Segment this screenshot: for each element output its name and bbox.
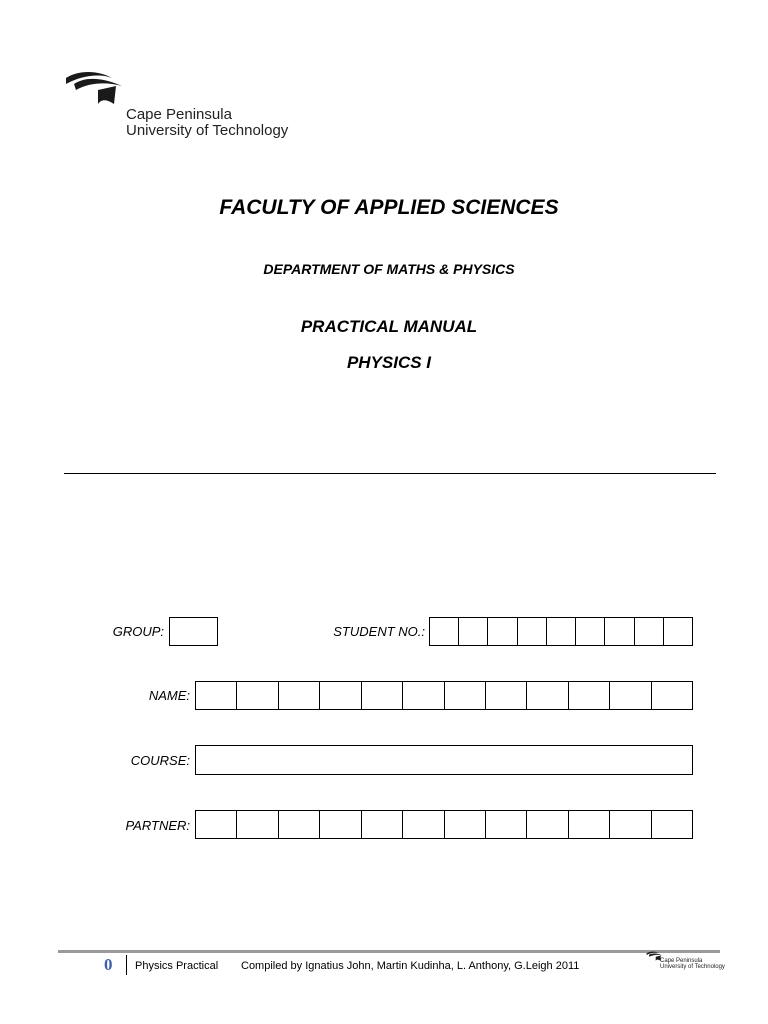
name-cell[interactable] (319, 682, 360, 709)
partner-cell[interactable] (319, 811, 360, 838)
partner-cell[interactable] (568, 811, 609, 838)
name-cell[interactable] (361, 682, 402, 709)
footer-divider (126, 955, 127, 975)
page-number: 0 (104, 955, 113, 974)
group-field[interactable] (169, 617, 218, 646)
student-no-cell[interactable] (575, 618, 604, 645)
name-field[interactable] (195, 681, 693, 710)
department-heading: DEPARTMENT OF MATHS & PHYSICS (263, 261, 515, 277)
partner-cell[interactable] (278, 811, 319, 838)
student-no-cell[interactable] (430, 618, 458, 645)
footer-logo (645, 951, 725, 977)
name-label: NAME: (148, 688, 190, 703)
name-cell[interactable] (485, 682, 526, 709)
partner-cell[interactable] (444, 811, 485, 838)
name-cell[interactable] (278, 682, 319, 709)
name-cell[interactable] (526, 682, 567, 709)
student-no-cell[interactable] (517, 618, 546, 645)
footer-credits: Compiled by Ignatius John, Martin Kudinha, L. Anthony, G.Leigh 2011 (241, 960, 580, 972)
student-no-cell[interactable] (458, 618, 487, 645)
name-cell[interactable] (402, 682, 443, 709)
footer-rule (58, 950, 720, 953)
logo-line-2: University of Technology (126, 122, 289, 139)
name-cell[interactable] (196, 682, 236, 709)
student-no-field[interactable] (429, 617, 693, 646)
student-no-label: STUDENT NO.: (333, 624, 425, 639)
name-cell[interactable] (651, 682, 692, 709)
partner-field[interactable] (195, 810, 693, 839)
student-no-cell[interactable] (634, 618, 663, 645)
partner-label: PARTNER: (125, 818, 190, 833)
partner-cell[interactable] (609, 811, 650, 838)
footer-logo-line-1: Cape Peninsula (660, 958, 703, 964)
partner-cell[interactable] (361, 811, 402, 838)
course-field[interactable] (195, 745, 693, 775)
name-cell[interactable] (568, 682, 609, 709)
faculty-heading: FACULTY OF APPLIED SCIENCES (219, 196, 559, 219)
logo-wave-icon (64, 70, 134, 140)
name-cell[interactable] (609, 682, 650, 709)
manual-heading: PRACTICAL MANUAL (300, 317, 478, 336)
partner-cell[interactable] (526, 811, 567, 838)
student-no-cell[interactable] (663, 618, 692, 645)
student-no-cell[interactable] (604, 618, 633, 645)
student-no-cell[interactable] (487, 618, 516, 645)
partner-cell[interactable] (196, 811, 236, 838)
course-label: COURSE: (130, 753, 190, 768)
name-cell[interactable] (236, 682, 277, 709)
partner-cell[interactable] (236, 811, 277, 838)
name-cell[interactable] (444, 682, 485, 709)
student-no-cell[interactable] (546, 618, 575, 645)
subject-heading: PHYSICS I (346, 353, 432, 372)
group-label: GROUP: (112, 624, 164, 639)
partner-cell[interactable] (651, 811, 692, 838)
university-logo (64, 70, 314, 145)
partner-cell[interactable] (402, 811, 443, 838)
logo-line-1: Cape Peninsula (126, 106, 232, 123)
footer-logo-line-2: University of Technology (660, 964, 725, 970)
footer-title: Physics Practical (135, 960, 219, 972)
horizontal-divider (64, 473, 716, 474)
partner-cell[interactable] (485, 811, 526, 838)
